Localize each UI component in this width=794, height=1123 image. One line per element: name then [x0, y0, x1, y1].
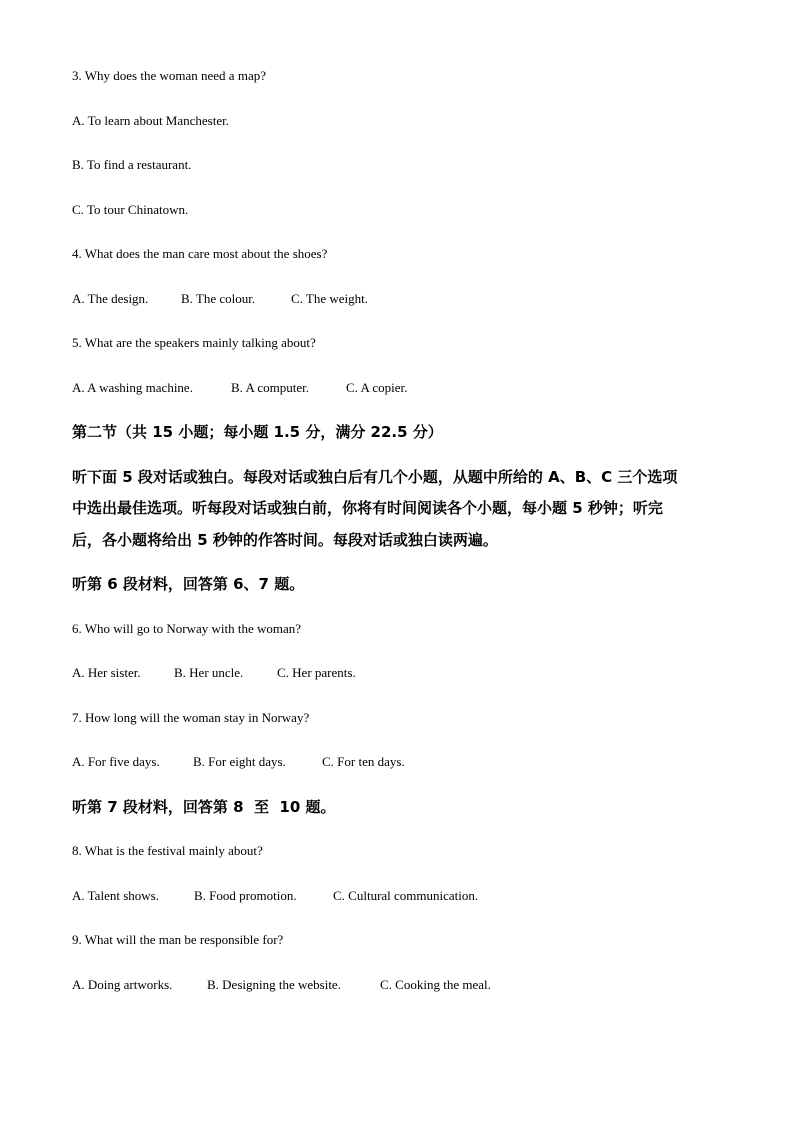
question-9-option-a: A. Doing artworks.	[72, 977, 173, 992]
question-3-option-c: C. To tour Chinatown.	[72, 202, 189, 217]
section-2-instructions-line-2: 中选出最佳选项。听每段对话或独白前，你将有时间阅读各个小题，每小题 5 秒钟；听完	[72, 499, 663, 517]
question-8-option-a: A. Talent shows.	[72, 888, 159, 903]
question-7-option-b: B. For eight days.	[193, 754, 286, 769]
question-6: 6. Who will go to Norway with the woman?	[72, 621, 302, 636]
question-7: 7. How long will the woman stay in Norway?	[72, 710, 310, 725]
question-5-option-b: B. A computer.	[231, 380, 309, 395]
question-3-option-a: A. To learn about Manchester.	[72, 113, 229, 128]
question-8: 8. What is the festival mainly about?	[72, 843, 263, 858]
question-5-option-a: A. A washing machine.	[72, 380, 193, 395]
question-9: 9. What will the man be responsible for?	[72, 932, 284, 947]
question-4-options	[72, 291, 368, 307]
question-9-option-c: C. Cooking the meal.	[380, 977, 491, 992]
question-4-option-a: A. The design.	[72, 291, 149, 306]
question-5-option-c: C. A copier.	[346, 380, 408, 395]
question-8-option-b: B. Food promotion.	[194, 888, 297, 903]
section-2-instructions-line-1: 听下面 5 段对话或独白。每段对话或独白后有几个小题，从题中所给的 A、B、C 三个选项	[72, 468, 678, 486]
question-3: 3. Why does the woman need a map?	[72, 68, 266, 83]
question-3-option-b: B. To find a restaurant.	[72, 157, 192, 172]
passage-7-heading: 听第 7 段材料，回答第 8 至 10 题。	[72, 798, 336, 816]
question-4-option-b: B. The colour.	[181, 291, 256, 306]
section-2-instructions-line-3: 后，各小题将给出 5 秒钟的作答时间。每段对话或独白读两遍。	[72, 531, 498, 549]
question-7-option-c: C. For ten days.	[322, 754, 405, 769]
section-2-heading: 第二节（共 15 小题；每小题 1.5 分，满分 22.5 分）	[72, 423, 443, 441]
passage-6-heading: 听第 6 段材料，回答第 6、7 题。	[72, 575, 305, 593]
question-8-option-c: C. Cultural communication.	[333, 888, 479, 903]
question-4: 4. What does the man care most about the shoes?	[72, 246, 328, 261]
question-6-option-b: B. Her uncle.	[174, 665, 244, 680]
question-9-options	[72, 977, 491, 993]
question-8-options	[72, 888, 478, 904]
question-7-option-a: A. For five days.	[72, 754, 160, 769]
question-5-options	[72, 380, 407, 396]
question-5: 5. What are the speakers mainly talking about?	[72, 335, 316, 350]
question-7-options	[72, 754, 405, 770]
question-6-options	[72, 665, 356, 681]
question-9-option-b: B. Designing the website.	[207, 977, 341, 992]
question-4-option-c: C. The weight.	[291, 291, 369, 306]
question-6-option-c: C. Her parents.	[277, 665, 356, 680]
question-6-option-a: A. Her sister.	[72, 665, 141, 680]
